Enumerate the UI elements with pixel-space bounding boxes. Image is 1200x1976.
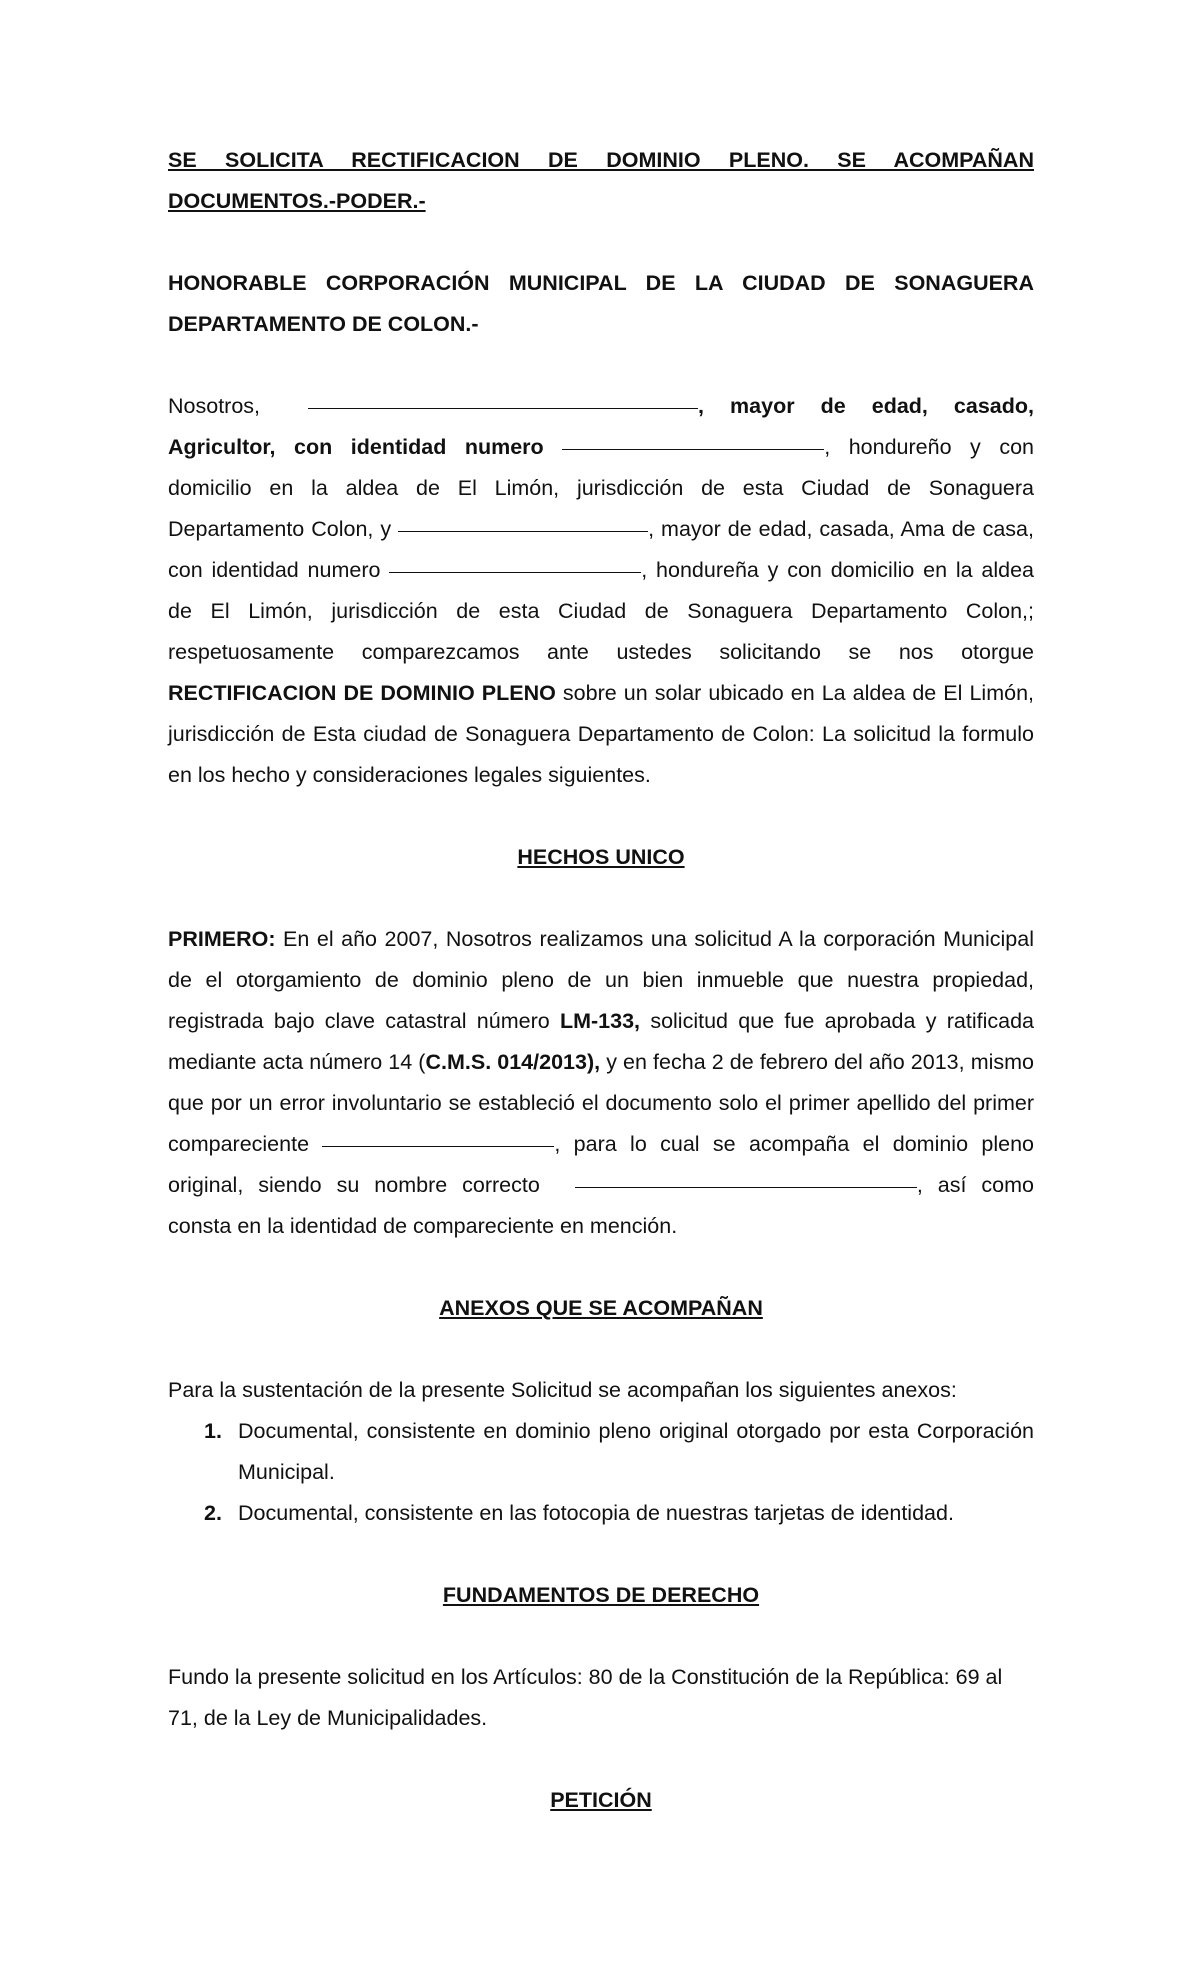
hechos-text-3: y en fecha 2 de febrero del año 2013, mismo que por un error involuntario se estableció el documento solo el primer apellido del primer compareciente <box>168 1050 1035 1156</box>
list-text: Documental, consistente en las fotocopia de nuestras tarjetas de identidad. <box>238 1501 954 1525</box>
intro-text-2: , mayor de edad, casado, Agricultor, con identidad numero <box>168 394 1034 459</box>
id-blank-1 <box>562 448 824 450</box>
list-number: 1. <box>204 1419 222 1443</box>
list-text: Documental, consistente en dominio pleno original otorgado por esta Corporación Municipal. <box>238 1419 1034 1484</box>
intro-text-5: , hondureña y con domicilio en la aldea de El Limón, jurisdicción de esta Ciudad de Sonaguera Departamento Colon,; respetuosamente comparezcamos ante ustedes solicitando se nos otorgue <box>168 558 1034 664</box>
id-blank-2 <box>389 571 641 573</box>
document-page <box>168 140 1034 1821</box>
hechos-text-1: En el año 2007, Nosotros realizamos una solicitud A la corporación Municipal de el otorgamiento de dominio pleno de un bien inmueble que nuestra propiedad, registrada bajo clave catastral número <box>168 927 1034 1033</box>
list-item <box>168 1411 1034 1493</box>
hechos-paragraph <box>168 919 1034 1247</box>
list-number: 2. <box>204 1501 222 1525</box>
intro-text-1: Nosotros, <box>168 394 261 418</box>
anexos-intro: Para la sustentación de la presente Solicitud se acompañan los siguientes anexos: <box>168 1378 957 1402</box>
surname-blank <box>322 1145 554 1147</box>
primero-label: PRIMERO: <box>168 927 276 951</box>
hechos-text-2: solicitud que fue aprobada y ratificada mediante acta número 14 ( <box>168 1009 1034 1074</box>
addressee: HONORABLE CORPORACIÓN MUNICIPAL DE LA CIUDAD DE SONAGUERA DEPARTAMENTO DE COLON.- <box>168 271 1034 336</box>
anexos-heading: ANEXOS QUE SE ACOMPAÑAN <box>439 1296 763 1320</box>
intro-text-4: , mayor de edad, casada, Ama de casa, con identidad numero <box>168 517 1034 582</box>
list-item <box>168 1493 1034 1534</box>
hechos-text-5: , así como consta en la identidad de compareciente en mención. <box>168 1173 1034 1238</box>
name-blank-1 <box>308 407 698 409</box>
hechos-text-4: , para lo cual se acompaña el dominio pleno original, siendo su nombre correcto <box>168 1132 1034 1197</box>
correct-name-blank <box>575 1186 917 1188</box>
catastral-code: LM-133, <box>559 1009 641 1033</box>
hechos-heading: HECHOS UNICO <box>517 845 685 869</box>
intro-text-6: sobre un solar ubicado en La aldea de El Limón, jurisdicción de Esta ciudad de Sonaguera Departamento de Colon: La solicitud la formulo en los hecho y consideraciones legales siguientes. <box>168 681 1034 787</box>
fundamentos-heading: FUNDAMENTOS DE DERECHO <box>442 1583 760 1607</box>
intro-text-3: , hondureño y con domicilio en la aldea de El Limón, jurisdicción de esta Ciudad de Sonaguera Departamento Colon, y <box>168 435 1034 541</box>
document-title: SE SOLICITA RECTIFICACION DE DOMINIO PLENO. SE ACOMPAÑAN DOCUMENTOS.-PODER.- <box>168 148 1034 213</box>
intro-paragraph <box>168 386 1034 796</box>
fundamentos-text: Fundo la presente solicitud en los Artículos: 80 de la Constitución de la República: 69 al 71, de la Ley de Municipalidades. <box>168 1665 1003 1730</box>
anexos-list <box>168 1411 1034 1534</box>
name-blank-2 <box>398 530 648 532</box>
peticion-heading: PETICIÓN <box>550 1788 652 1812</box>
acta-code: C.M.S. 014/2013), <box>425 1050 601 1074</box>
intro-bold-request: RECTIFICACION DE DOMINIO PLENO <box>168 681 556 705</box>
